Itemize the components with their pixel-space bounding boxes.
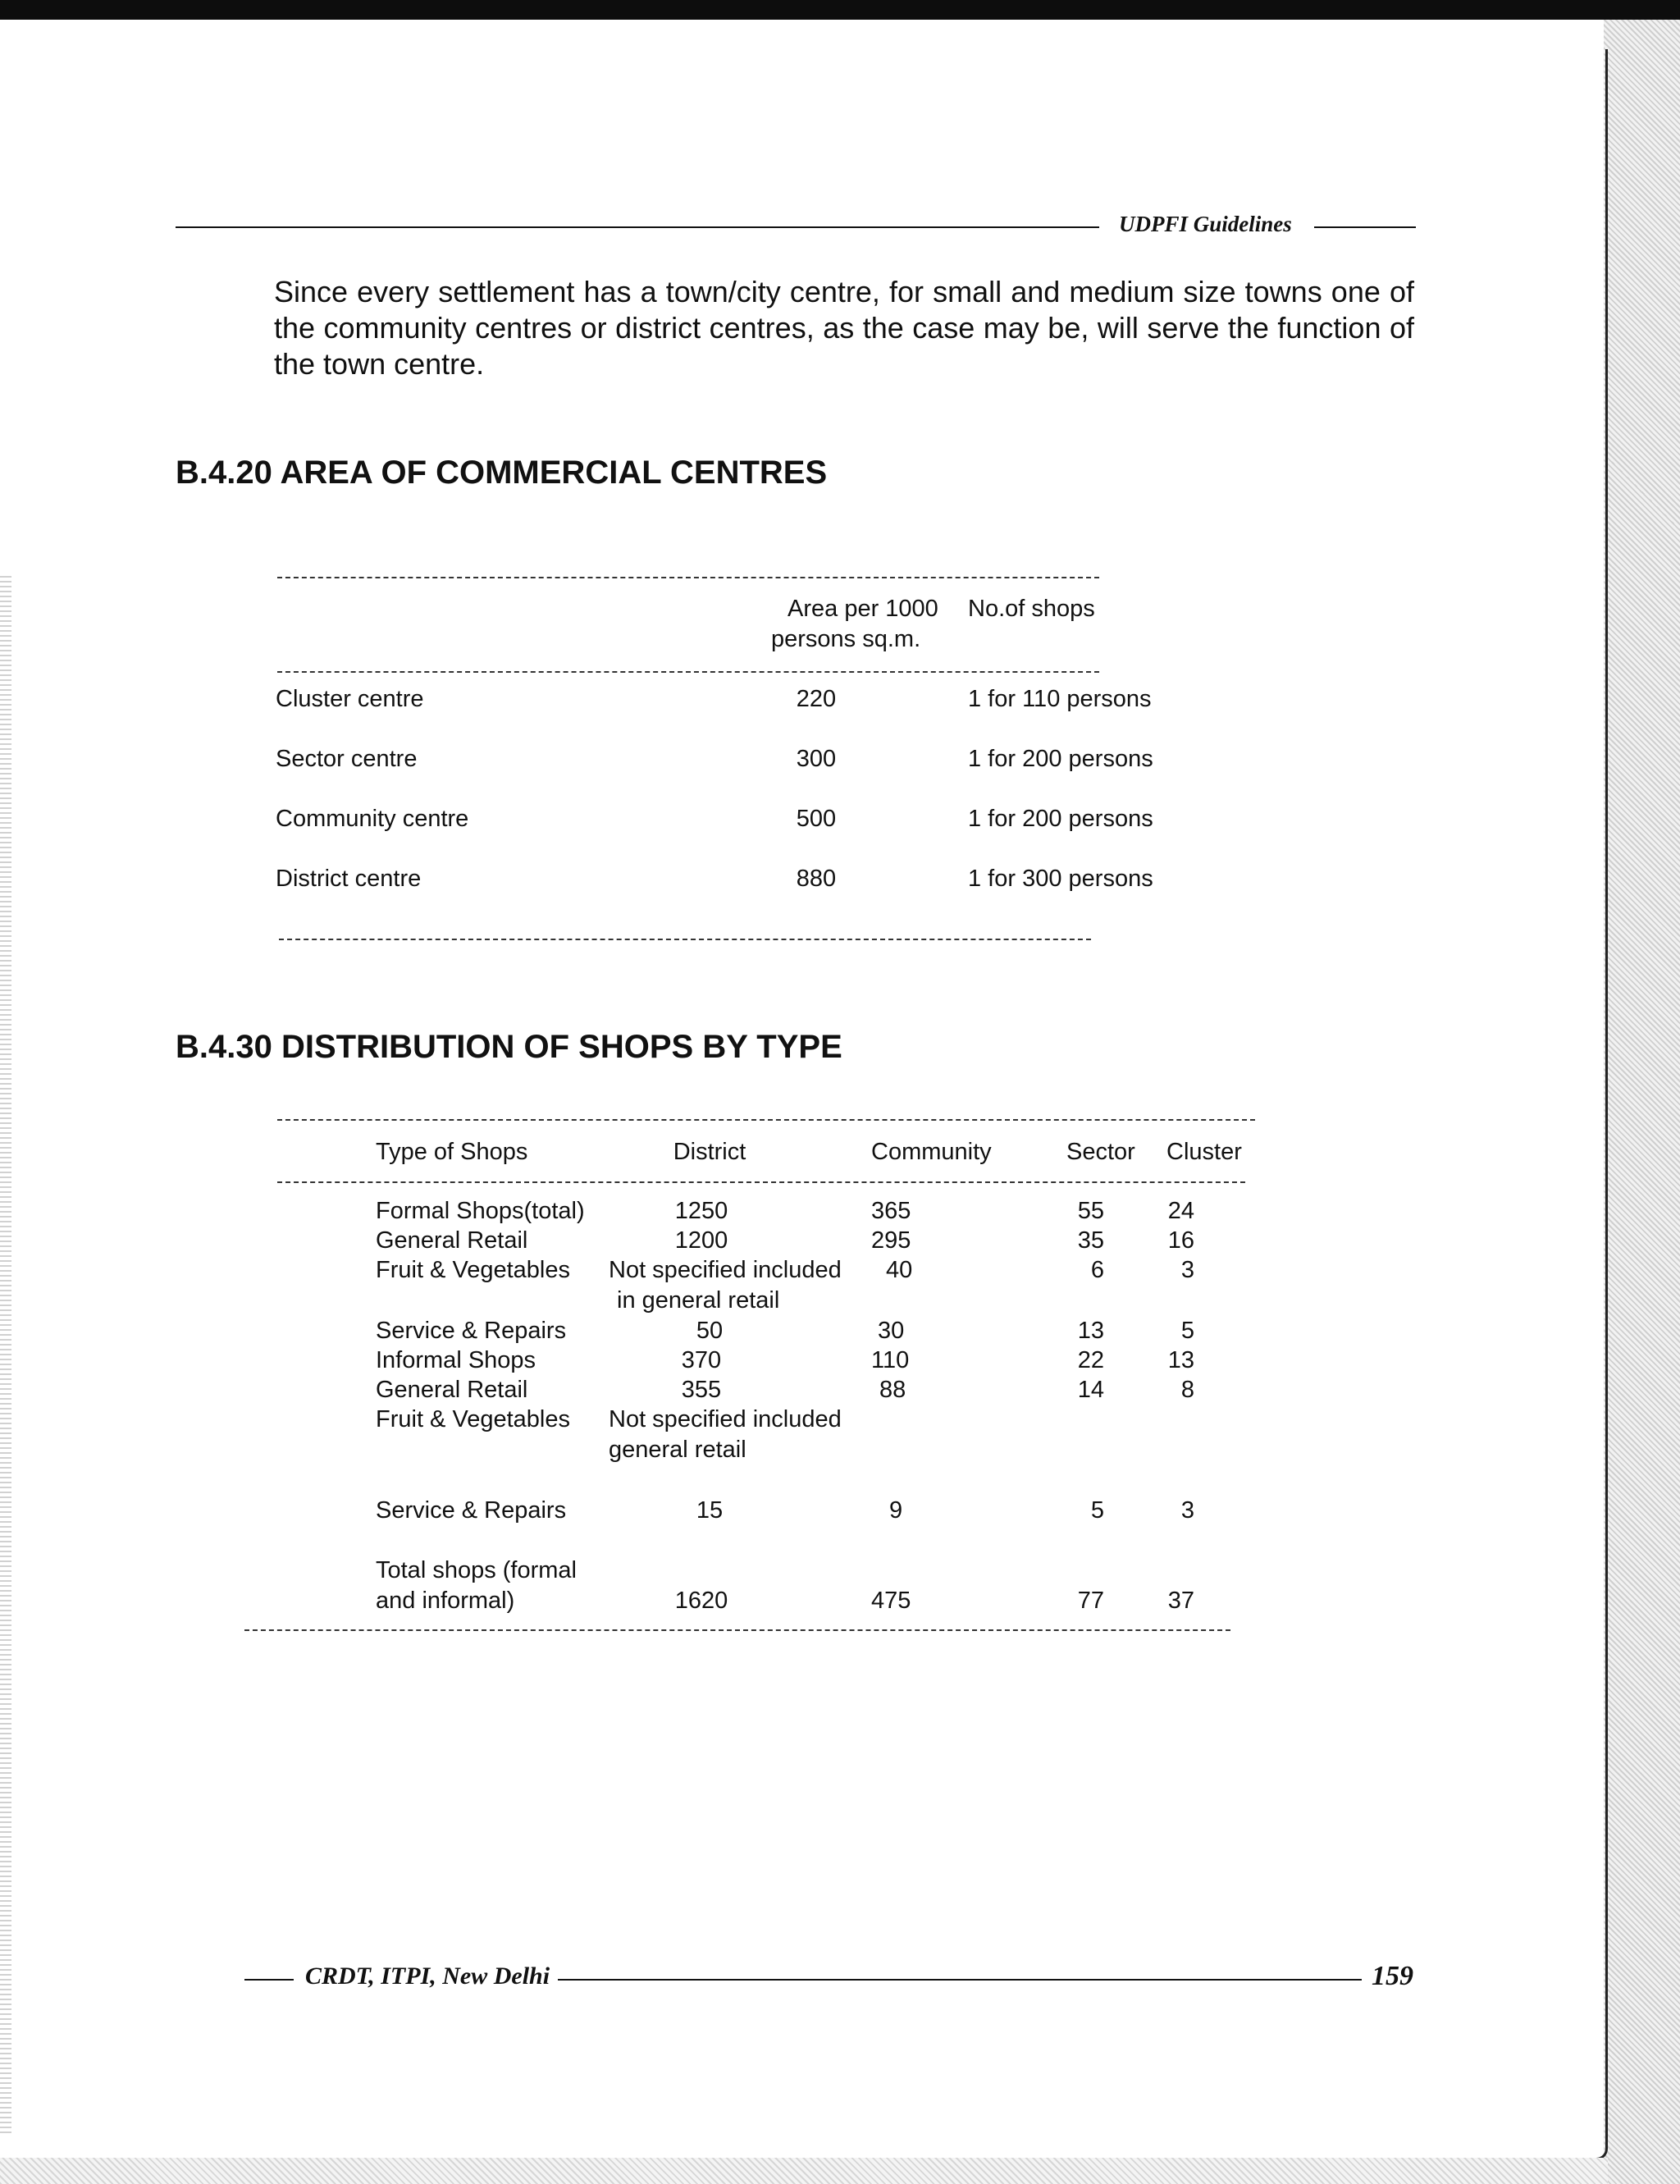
col-header-shops: No.of shops xyxy=(968,596,1095,622)
row-area: 500 xyxy=(796,806,837,832)
row-sector: 13 xyxy=(1077,1318,1104,1344)
row-district: Not specified included xyxy=(609,1406,842,1432)
intro-paragraph: Since every settlement has a town/city centre, for small and medium size towns one of the community centres or district centres, as the case may be, will serve the function of the town centre. xyxy=(274,275,1414,381)
row-label: Community centre xyxy=(276,806,469,832)
row-shops: 1 for 110 persons xyxy=(968,686,1152,712)
row-district: 1620 xyxy=(674,1588,728,1614)
col-header-area: Area per 1000 xyxy=(788,596,938,622)
row-community: 88 xyxy=(879,1377,906,1403)
row-cluster: 3 xyxy=(1180,1257,1194,1283)
row-sector: 55 xyxy=(1077,1198,1104,1224)
row-sector: 35 xyxy=(1077,1227,1104,1254)
table-rule-top xyxy=(277,1119,1255,1121)
col-header-type: Type of Shops xyxy=(376,1139,528,1165)
col-header-sector: Sector xyxy=(1066,1139,1135,1165)
running-header: UDPFI Guidelines xyxy=(1119,212,1292,236)
table-rule-bottom xyxy=(279,939,1091,940)
row-cluster: 5 xyxy=(1180,1318,1194,1344)
row-type: Informal Shops xyxy=(376,1347,536,1373)
row-district: 1200 xyxy=(674,1227,728,1254)
row-shops: 1 for 300 persons xyxy=(968,866,1153,892)
row-shops: 1 for 200 persons xyxy=(968,806,1153,832)
row-district: 355 xyxy=(681,1377,722,1403)
row-community: 110 xyxy=(871,1347,910,1373)
page-edge xyxy=(1596,49,1608,2160)
row-district: 50 xyxy=(696,1318,724,1344)
section-heading-commercial-centres: B.4.20 AREA OF COMMERCIAL CENTRES xyxy=(176,455,828,491)
row-district: 370 xyxy=(681,1347,722,1373)
page-number: 159 xyxy=(1372,1961,1413,1991)
section-heading-shops-by-type: B.4.30 DISTRIBUTION OF SHOPS BY TYPE xyxy=(176,1029,842,1065)
header-rule-right xyxy=(1314,226,1416,228)
row-sector: 14 xyxy=(1077,1377,1104,1403)
scan-bottom-margin xyxy=(0,2158,1608,2184)
row-area: 880 xyxy=(796,866,837,892)
table-rule-header xyxy=(277,1181,1245,1183)
row-type: Fruit & Vegetables xyxy=(376,1406,570,1432)
row-area: 220 xyxy=(796,686,837,712)
row-shops: 1 for 200 persons xyxy=(968,746,1153,772)
row-district: 1250 xyxy=(674,1198,728,1224)
scan-left-margin xyxy=(0,574,11,2133)
row-community: 475 xyxy=(871,1588,911,1614)
col-header-area-unit: persons sq.m. xyxy=(771,626,921,652)
row-type-cont: and informal) xyxy=(376,1588,515,1614)
row-community: 30 xyxy=(878,1318,905,1344)
row-sector: 77 xyxy=(1077,1588,1104,1614)
row-type: Fruit & Vegetables xyxy=(376,1257,570,1283)
row-community: 295 xyxy=(871,1227,911,1254)
row-cluster: 16 xyxy=(1167,1227,1194,1254)
row-district-cont: in general retail xyxy=(617,1287,780,1314)
row-label: District centre xyxy=(276,866,422,892)
row-community: 365 xyxy=(871,1198,911,1224)
table-rule-header xyxy=(277,671,1099,673)
header-rule-left xyxy=(176,226,1099,228)
row-sector: 6 xyxy=(1090,1257,1104,1283)
row-district-cont: general retail xyxy=(609,1437,746,1463)
row-type: Formal Shops(total) xyxy=(376,1198,585,1224)
row-cluster: 37 xyxy=(1167,1588,1194,1614)
footer-rule-left xyxy=(244,1979,294,1981)
row-cluster: 3 xyxy=(1180,1497,1194,1524)
row-cluster: 8 xyxy=(1180,1377,1194,1403)
row-cluster: 24 xyxy=(1167,1198,1194,1224)
row-district: 15 xyxy=(696,1497,724,1524)
table-rule-bottom xyxy=(244,1629,1230,1631)
row-cluster: 13 xyxy=(1167,1347,1194,1373)
row-label: Cluster centre xyxy=(276,686,424,712)
row-type: General Retail xyxy=(376,1377,528,1403)
scan-top-border xyxy=(0,0,1680,20)
row-district: Not specified included xyxy=(609,1257,842,1283)
row-area: 300 xyxy=(796,746,837,772)
row-sector: 5 xyxy=(1090,1497,1104,1524)
table-rule-top xyxy=(277,577,1099,578)
footer-publisher: CRDT, ITPI, New Delhi xyxy=(305,1962,550,1990)
row-community: 40 xyxy=(886,1257,913,1283)
row-type: General Retail xyxy=(376,1227,528,1254)
row-type: Service & Repairs xyxy=(376,1318,567,1344)
col-header-district: District xyxy=(673,1139,746,1165)
scan-right-margin xyxy=(1604,20,1680,2184)
row-community: 9 xyxy=(889,1497,903,1524)
row-sector: 22 xyxy=(1077,1347,1104,1373)
row-type: Total shops (formal xyxy=(376,1557,577,1583)
row-type: Service & Repairs xyxy=(376,1497,567,1524)
row-label: Sector centre xyxy=(276,746,418,772)
footer-rule-right xyxy=(558,1979,1362,1981)
col-header-cluster: Cluster xyxy=(1166,1139,1242,1165)
col-header-community: Community xyxy=(871,1139,992,1165)
